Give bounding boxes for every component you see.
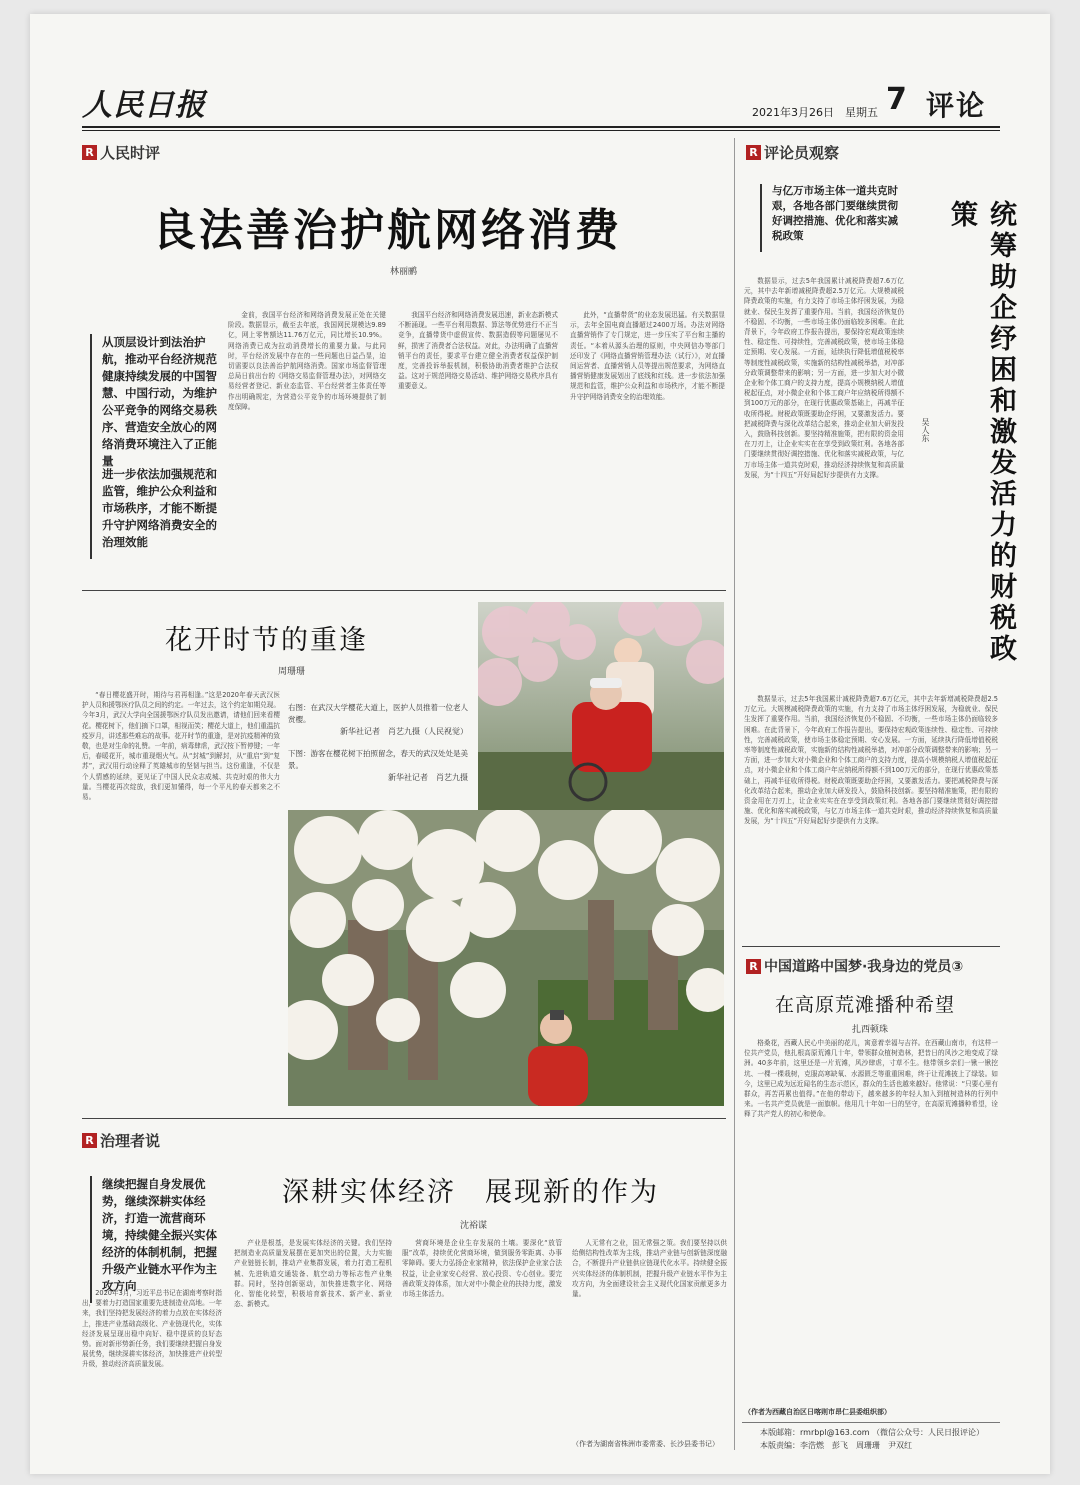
r-logo-icon: R	[746, 959, 761, 974]
masthead-rule	[82, 126, 1000, 128]
section-divider	[82, 1118, 726, 1119]
article-title-vertical: 统筹助企纾困和激发活力的财税政策	[946, 200, 1016, 665]
article-byline: 周珊珊	[278, 667, 306, 677]
article-title: 深耕实体经济 展现新的作为	[282, 1177, 659, 1208]
article-column: 人无常有之业，国无常强之策。我们要坚持以供给侧结构性改革为主线，推动产业链与创新链深度融合，不断提升产业链供应链现代化水平。持续健全振兴实体经济的体制机制，把握升级产业链水平作为主攻方向，为全面建设社会主义现代化国家贡献更多力量。	[572, 1239, 727, 1299]
footer-email: 本版邮箱：rmrbpl@163.com	[760, 1428, 870, 1437]
photo-elderly-man-blossoms	[478, 602, 724, 810]
photo-blossoms-visitor-image	[288, 810, 724, 1106]
newspaper-logo: 人民日报	[82, 88, 206, 123]
article-byline: 吴人东	[921, 418, 930, 442]
section-divider	[82, 590, 726, 591]
article-title: 良法善治护航网络消费	[152, 205, 622, 256]
article-column: 营商环境是企业生存发展的土壤。要深化“放管服”改革，持续优化营商环境，做到服务零距离、办事零障碍。要大力弘扬企业家精神，依法保护企业家合法权益，让企业家安心经营、放心投资、专心创业。要完善政策支持体系，加大对中小微企业的扶持力度，激发市场主体活力。	[402, 1239, 562, 1299]
pull-quote-text: 与亿万市场主体一道共克时艰，各地各部门要继续贯彻好调控措施、优化和落实减税政策	[772, 185, 898, 242]
author-note: （作者为湖南省株洲市委常委、长沙县委书记）	[572, 1440, 719, 1448]
column-divider	[734, 138, 735, 1450]
article-column: “春日樱花盛开时，期待与君再相逢。”这是2020年春天武汉医护人员和援鄂医疗队员之间的约定。一年过去，这个约定如期兑现。今年3月，武汉大学向全国援鄂医疗队员发出邀请，请他们回来看樱花。樱花树下，他们摘下口罩，相视而笑；樱花大道上，他们重温抗疫岁月，讲述那些难忘的故事。花开时节的重逢，是对抗疫精神的致敬，也是对生命的礼赞。一年前，病毒肆虐，武汉按下暂停键；一年后，春暖花开，城市重现烟火气。从“封城”到解封，从“重启”到“复苏”，武汉用行动诠释了英雄城市的坚韧与担当。这份重逢，不仅是个人情感的延续，更见证了中国人民众志成城、共克时艰的伟大力量。当樱花再次绽放，我们更加懂得，每一个平凡的春天都来之不易。	[82, 691, 280, 802]
article-column: 金前，我国平台经济和网络消费发展正处在关键阶段。数据显示，截至去年底，我国网民规模达9.89亿，网上零售额达11.76万亿元，同比增长10.9%。网络消费已成为拉动消费增长的重要力量。与此同时，平台经济发展中存在的一些问题也日益凸显，迫切需要以良法善治护航网络消费。国家市场监督管理总局日前出台的《网络交易监督管理办法》，对网络交易经营者登记、新业态监管、平台经营者主体责任等作出明确规定，为营造公平竞争的市场环境提供了制度保障。	[228, 311, 386, 411]
tag-label: 治理者说	[100, 1132, 161, 1150]
footer-info	[760, 1427, 984, 1438]
section-name: 评论	[926, 89, 987, 122]
pull-quote-text: 从顶层设计到法治护航，推动平台经济规范健康持续发展的中国智慧、中国行动，为维护公平竞争的网络交易秩序、营造安全放心的网络消费环境注入了正能量	[102, 335, 217, 468]
page-number: 7	[886, 82, 907, 117]
footer-editors: 本版责编：李浩燃 彭飞 周珊珊 尹双红	[760, 1441, 912, 1450]
pull-quote-text: 进一步依法加强规范和监管，维护公众利益和市场秩序，才能不断提升守护网络消费安全的治理效能	[102, 467, 217, 549]
footer-rule	[742, 1422, 1000, 1423]
article-column: 我国平台经济和网络消费发展迅速，新业态新模式不断涌现。一些平台利用数据、算法等优势进行不正当竞争，直播带货中虚假宣传、数据造假等问题屡见不鲜，损害了消费者合法权益。对此，办法明确了直播营销平台的责任，要求平台建立健全消费者权益保护制度，完善投诉举报机制，积极协助消费者维护合法权益。这对于规范网络交易活动、维护网络交易秩序具有重要意义。	[398, 311, 558, 391]
pull-quote	[760, 184, 904, 252]
article-column: 产业是根基，是发展实体经济的关键。我们坚持把制造业高质量发展摆在更加突出的位置，大力实施产业链链长制，推动产业集群发展，着力打造工程机械、先进轨道交通装备、航空动力等标志性产业集群。同时，坚持创新驱动，加快推进数字化、网络化、智能化转型，积极培育新技术、新产业、新业态、新模式。	[234, 1239, 392, 1309]
article-column: 此外，“直播带货”的业态发展迅猛。有关数据显示，去年全国电商直播超过2400万场。办法对网络直播营销作了专门规定，进一步压实了平台和主播的责任。“本着从源头治理的原则，中央网信办等部门还印发了《网络直播营销管理办法（试行）》，对直播间运营者、直播营销人员等提出规范要求，为网络直播营销健康发展划出了底线和红线。进一步依法加强规范和监管，维护公众利益和市场秩序，才能不断提升守护网络消费安全的治理效能。	[570, 311, 725, 401]
tag-label: 评论员观察	[764, 144, 840, 162]
tag-governor	[82, 1130, 160, 1151]
pull-quote	[90, 1176, 226, 1303]
tag-people-review	[82, 142, 160, 163]
article-column: 格桑花，西藏人民心中美丽的花儿，寓意着幸福与吉祥。在西藏山南市，有这样一位共产党员，他扎根高原荒滩几十年，带领群众植树造林，把昔日的风沙之地变成了绿洲。40多年前，这里还是一片荒滩，风沙肆虐，寸草不生。他带领乡亲们一锹一锹挖坑、一棵一棵栽树，克服高寒缺氧、水源匮乏等重重困难，终于让荒滩披上了绿装。如今，这里已成为远近闻名的生态示范区，群众的生活也越来越好。他常说：“只要心里有群众，再苦再累也值得。”在他的带动下，越来越多的年轻人加入到植树造林的行列中来。一名共产党员就是一面旗帜。他用几十年如一日的坚守，在高原荒滩播种希望，诠释了共产党人的初心和使命。	[744, 1039, 998, 1119]
masthead-rule-thin	[82, 130, 1000, 131]
issue-date: 2021年3月26日 星期五	[752, 106, 878, 119]
tag-label: 中国道路中国梦·我身边的党员③	[764, 959, 964, 975]
r-logo-icon: R	[746, 145, 761, 160]
r-logo-icon: R	[82, 145, 97, 160]
author-note: （作者为西藏自治区日喀则市昂仁县委组织部）	[744, 1408, 891, 1416]
article-byline: 扎西顿珠	[852, 1025, 889, 1035]
pull-quote-text: 继续把握自身发展优势，继续深耕实体经济，打造一流营商环境，持续健全振兴实体经济的体制机制，把握升级产业链水平作为主攻方向	[102, 1177, 217, 1293]
photo-caption: 右图：在武汉大学樱花大道上，医护人员推着一位老人赏樱。 新华社记者 肖艺九摄（人民视觉） 下图：游客在樱花树下拍照留念，春天的武汉处处是美景。 新华社记者 肖艺九摄	[288, 703, 468, 782]
newspaper-page	[30, 14, 1050, 1474]
tag-label: 人民时评	[100, 144, 161, 162]
pull-quote	[90, 466, 222, 559]
article-column: 2020年3月，习近平总书记在湖南考察时指出，要着力打造国家重要先进制造业高地。一年来，我们坚持把发展经济的着力点放在实体经济上，推进产业基础高级化、产业链现代化，实体经济发展呈现出稳中向好、稳中提质的良好态势。面对新形势新任务，我们要继续把握自身发展优势，继续深耕实体经济，加快推进产业转型升级，推动经济高质量发展。	[82, 1289, 222, 1369]
r-logo-icon: R	[82, 1133, 97, 1148]
photo-elderly-man-blossoms-image	[478, 602, 724, 810]
article-title: 花开时节的重逢	[165, 625, 368, 656]
article-column: 数据显示，过去5年我国累计减税降费超7.6万亿元，其中去年新增减税降费超2.5万亿元。大规模减税降费政策的实施，有力支持了市场主体纾困发展，为稳就业、保民生发挥了重要作用。当前，我国经济恢复仍不稳固、不均衡，一些市场主体仍面临较多困难。在此背景下，今年政府工作报告提出，要保持宏观政策连续性、稳定性、可持续性，完善减税政策，使市场主体稳定预期、安心发展。一方面，延续执行降低增值税税率等制度性减税政策，实施新的结构性减税举措，对冲部分政策调整带来的影响；另一方面，进一步加大对小微企业和个体工商户的支持力度，提高小规模纳税人增值税起征点，对小微企业和个体工商户年应纳税所得额不到100万元的部分，在现行优惠政策基础上，再减半征收所得税。财税政策既要助企纾困，又要激发活力。要把减税降费与深化改革结合起来，推动企业加大研发投入，鼓励科技创新。要坚持精准施策，把有限的资金用在刀刃上，让企业实实在在享受到政策红利。各地各部门要继续贯彻好调控措施、优化和落实减税政策，与亿万市场主体一道共克时艰，推动经济持续恢复和高质量发展，为“十四五”开好局起好步提供有力支撑。	[744, 277, 904, 479]
footer-wechat: （微信公众号：人民日报评论）	[872, 1428, 985, 1437]
article-column: 数据显示，过去5年我国累计减税降费超7.6万亿元，其中去年新增减税降费超2.5万亿元。大规模减税降费政策的实施，有力支持了市场主体纾困发展，为稳就业、保民生发挥了重要作用。当前，我国经济恢复仍不稳固、不均衡，一些市场主体仍面临较多困难。在此背景下，今年政府工作报告提出，要保持宏观政策连续性、稳定性、可持续性，完善减税政策，使市场主体稳定预期、安心发展。一方面，延续执行降低增值税税率等制度性减税政策，实施新的结构性减税举措，对冲部分政策调整带来的影响；另一方面，进一步加大对小微企业和个体工商户的支持力度，提高小规模纳税人增值税起征点，对小微企业和个体工商户年应纳税所得额不到100万元的部分，在现行优惠政策基础上，再减半征收所得税。财税政策既要助企纾困，又要激发活力。要把减税降费与深化改革结合起来，推动企业加大研发投入，鼓励科技创新。要坚持精准施策，把有限的资金用在刀刃上，让企业实实在在享受到政策红利。各地各部门要继续贯彻好调控措施、优化和落实减税政策，与亿万市场主体一道共克时艰，推动经济持续恢复和高质量发展，为“十四五”开好局起好步提供有力支撑。	[744, 695, 998, 826]
article-title: 在高原荒滩播种希望	[775, 994, 956, 1016]
article-byline: 林丽鹂	[390, 267, 418, 277]
article-byline: 沈裕谋	[460, 1221, 488, 1231]
photo-blossoms-visitor	[288, 810, 724, 1106]
tag-china-road	[746, 956, 963, 976]
tag-commentator	[746, 142, 839, 163]
pull-quote	[90, 334, 222, 478]
section-divider	[742, 946, 1000, 947]
